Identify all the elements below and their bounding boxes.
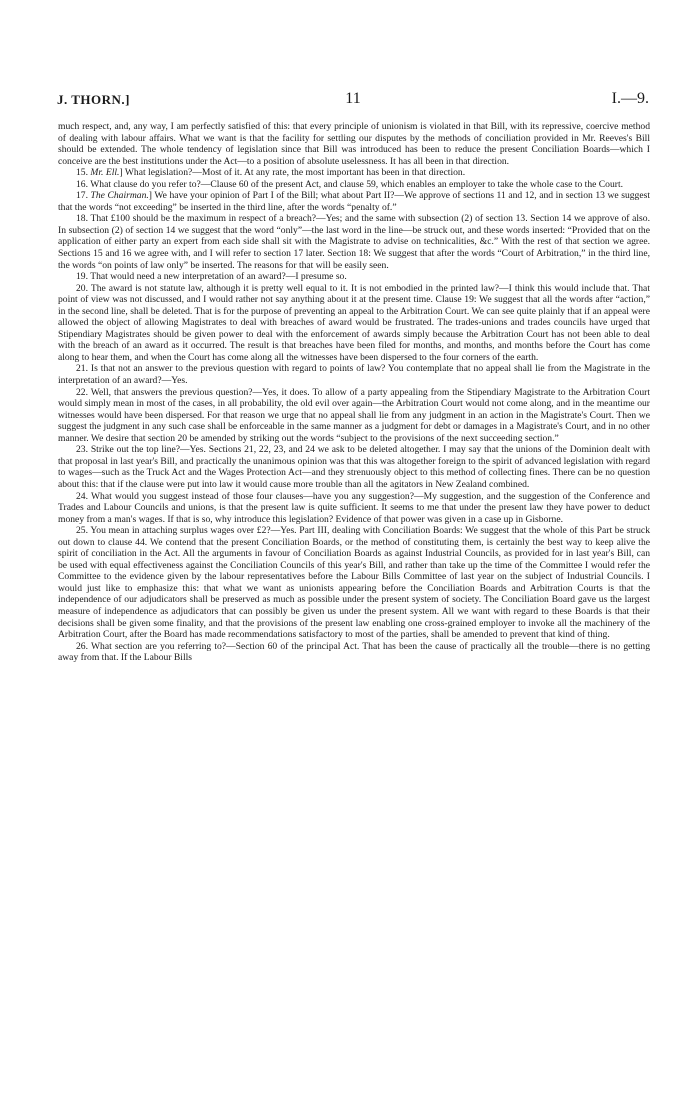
paragraph: 20. The award is not statute law, although it is pretty well equal to it. It is not embodied in the printed law?—I think this would include that. That point of view was not discussed, and I would rather not say anything about it at the present time. Clause 19: We suggest that all the words after “action,” in the second line, shall be deleted. That is for the purpose of preventing an appeal to the Arbitration Court. We can see quite plainly that if an appeal were allowed the object of allowing Magistrates to deal with breaches of award would be frustrated. The trades-unions and trades councils have urged that Stipendiary Magistrates should be given power to deal with the enforcement of awards simply because the Arbitration Court has not been able to deal with the breach of an award as it occurred. The result is that breaches have been filed for months, and months, and months before the Court has come along to hear them, and when the Court has come along all the witnesses have been dispersed to the four corners of the earth. [58,282,650,363]
paragraph: 23. Strike out the top line?—Yes. Sections 21, 22, 23, and 24 we ask to be deleted altogether. I may say that the unions of the Dominion dealt with that proposal in last year's Bill, and practically the unanimous opinion was that this was altogether foreign to the spirit of advanced legislation with regard to wages—such as the Truck Act and the Wages Protection Act—and they strenuously object to this method of collecting fines. There can be no question about this: that if the clause were put into law it would cause more trouble than all the agitators in New Zealand combined. [58,444,650,490]
paragraph: 25. You mean in attaching surplus wages over £2?—Yes. Part III, dealing with Conciliation Boards: We suggest that the whole of this Part be struck out down to clause 44. We contend that the present Conciliation Boards, or the method of constituting them, is certainly the best way to keep alive the spirit of conciliation in the Act. All the arguments in favour of Conciliation Boards as against Industrial Councils, as provided for in last year's Bill, can be used with equal effectiveness against the Conciliation Councils of this year's Bill, and rather than take up the time of the Committee I would refer the Committee to the evidence given by the labour representatives before the Labour Bills Committee of last year on the subject of Industrial Councils. I would just like to emphasize this: that what we want as unionists appearing before the Conciliation Boards and Arbitration Courts is that the independence of our adjudicators shall be preserved as much as possible under the present system of society. The Conciliation Board gave us the largest measure of independence as adjudicators that can possibly be given us under the present system. All we want with regard to these Boards is that their decisions shall be given some finality, and that the provisions of the present law enabling one cross-grained employer to invoke all the machinery of the Arbitration Court, after the Board has made recommendations satisfactory to most of the parties, shall be amended to prevent that kind of thing. [58,525,650,641]
witness-name: J. THORN.] [57,92,131,107]
paragraph: 26. What section are you referring to?—Section 60 of the principal Act. That has been the cause of practically all the trouble—there is no getting away from that. If the Labour Bills [58,640,650,664]
paragraph: 17. The Chairman.] We have your opinion of Part I of the Bill; what about Part II?—We approve of sections 11 and 12, and in section 13 we suggest that the words “not exceeding” be inserted in the third line, after the words “penalty of.” [58,190,651,213]
paragraph: 15. Mr. Ell.] What legislation?—Most of it. At any rate, the most important has been in that direction. [76,167,466,179]
paragraph: 16. What clause do you refer to?—Clause 60 of the present Act, and clause 59, which enables an employer to take the whole case to the Court. [76,178,624,190]
paragraph: 24. What would you suggest instead of those four clauses—have you any suggestion?—My suggestion, and the suggestion of the Conference and Trades and Labour Councils and unions, is that the present law is quite sufficient. It seems to me that under the present law they have power to deduct money from a man's wages. If that is so, why introduce this legislation? Evidence of that power was given in a case up in Gisborne. [58,490,650,525]
paragraph: 21. Is that not an answer to the previous question with regard to points of law? You contemplate that no appeal shall lie from the Magistrate in the interpretation of an award?—Yes. [58,363,650,387]
paragraph: 18. That £100 should be the maximum in respect of a breach?—Yes; and the same with subsection (2) of section 13. Section 14 we approve of also. In subsection (2) of section 14 we suggest that the word “only”—the last word in the line—be struck out, and these words inserted: “Provided that on the application of either party an expert from each side shall sit with the Magistrate to advise on technicalities, &c.” With the rest of that section we agree. Sections 15 and 16 we agree with, and I will refer to section 17 later. Section 18: We suggest that after the words “Court of Arbitration,” in the third line, the words “on points of law only” be inserted. The reasons for that will be easily seen. [58,213,650,271]
paragraph: much respect, and, any way, I am perfectly satisfied of this: that every principle of unionism is violated in that Bill, with its repressive, coercive method of dealing with labour affairs. What we want is that the facility for settling our disputes by the methods of conciliation provided in Mr. Reeves's Bill should be extended. The whole tendency of legislation since that Bill was introduced has been to reduce the present Conciliation Boards—which I conceive are the best institutions under the Act—to a position of absolute uselessness. It has all been in that direction. [58,121,650,167]
body-text [58,121,650,664]
paragraph: 22. Well, that answers the previous question?—Yes, it does. To allow of a party appealing from the Stipendiary Magistrate to the Arbitration Court would simply mean in most of the cases, in all probability, the old evil over again—the Arbitration Court would not come along, and in the meantime our witnesses would have been dispersed. For that reason we urge that no appeal shall lie from any judgment in an action in the Magistrate's Court. Then we suggest the judgment in any such case shall be enforceable in the same manner as a judgment for debt or damages in a Magistrate's Court, and in no other manner. We desire that section 20 be amended by striking out the words “subject to the provisions of the next succeeding section.” [58,386,650,444]
page-number: 11 [345,90,361,107]
paper-reference: I.—9. [611,90,649,107]
paragraph: 19. That would need a new interpretation of an award?—I presume so. [76,271,347,283]
page-header [57,92,649,114]
